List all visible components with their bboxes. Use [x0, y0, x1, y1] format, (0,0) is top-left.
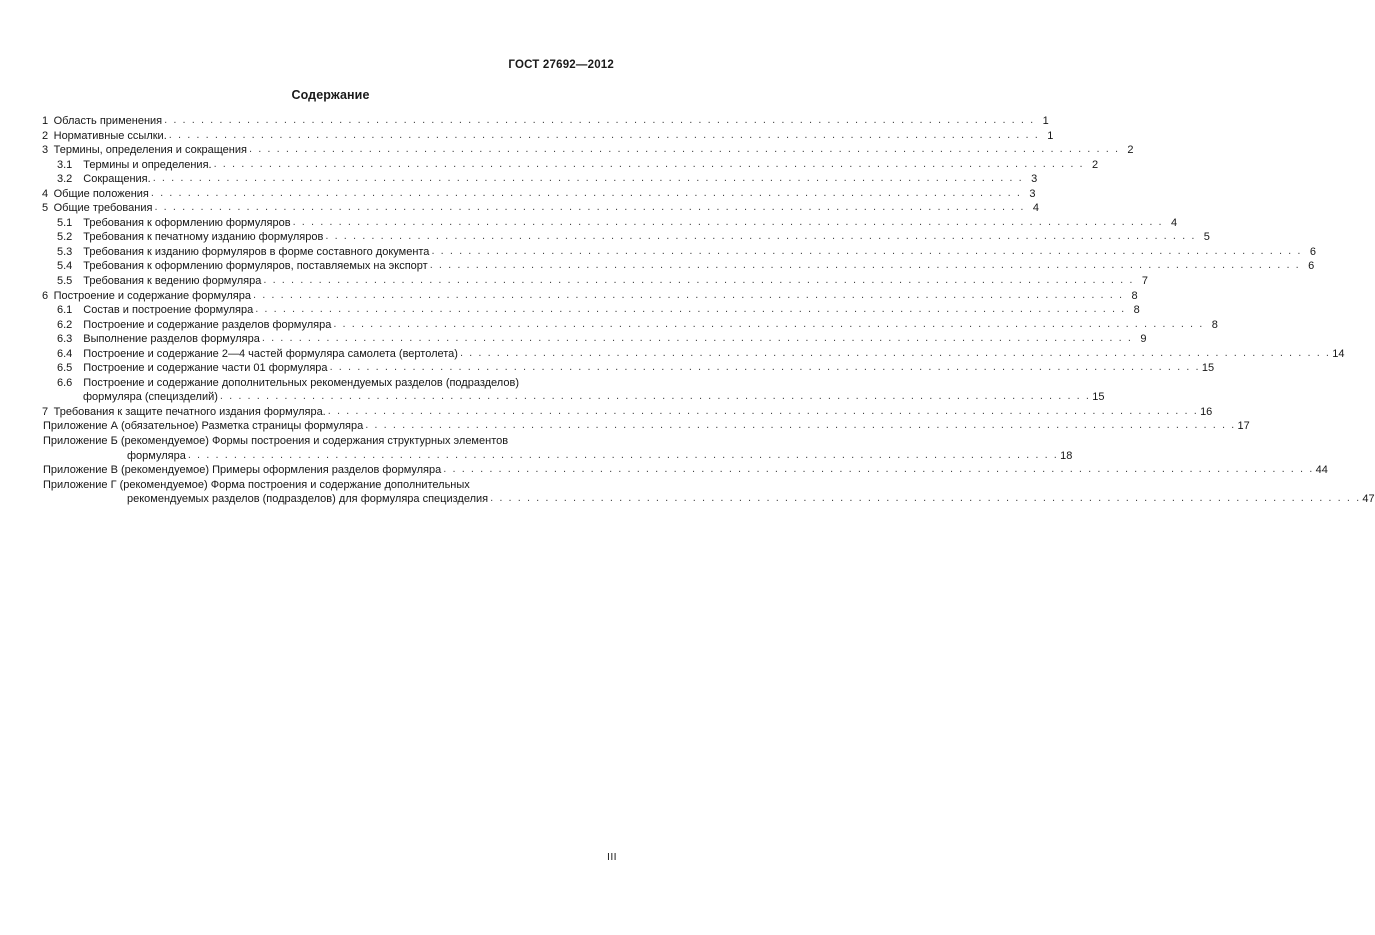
toc-entry-title: Требования к изданию формуляров в форме составного документа [83, 245, 430, 258]
toc-entry-title: Требования к защите печатного издания формуляра. [53, 405, 326, 418]
toc-entry-number: 6.4 [57, 347, 84, 360]
toc-page-number: 17 [1237, 420, 1250, 433]
toc-entry-number: 2 [42, 129, 54, 142]
toc-entry[interactable] [42, 405, 1213, 420]
toc-entry[interactable] [57, 303, 1140, 318]
toc-entry-title-continuation: формуляра [127, 449, 186, 462]
toc-page-number: 2 [1127, 144, 1134, 157]
toc-dot-leader [153, 171, 1024, 186]
toc-dot-leader [325, 229, 1196, 244]
toc-dot-leader [164, 113, 1035, 128]
toc-entry[interactable] [57, 332, 1147, 347]
toc-page-number: 44 [1315, 464, 1328, 477]
toc-entry-title: Термины и определения. [83, 158, 212, 171]
toc-page-number: 16 [1200, 405, 1213, 418]
toc-page-number: 8 [1133, 304, 1140, 317]
toc-entry-title: Требования к оформлению формуляров, поставляемых на экспорт [83, 260, 428, 273]
toc-entry-title: Нормативные ссылки. [53, 129, 167, 142]
toc-dot-leader [262, 331, 1133, 346]
toc-dot-leader [333, 317, 1204, 332]
toc-page-number: 1 [1047, 129, 1054, 142]
toc-entry-title: Состав и построение формуляра [83, 304, 254, 317]
toc-dot-leader [249, 142, 1120, 157]
toc-entry-title: Приложение А (обязательное) Разметка страницы формуляра [43, 420, 364, 433]
toc-dot-leader [430, 258, 1301, 273]
toc-entry[interactable] [57, 376, 1105, 405]
toc-page-number: 15 [1092, 391, 1105, 404]
toc-entry-number: 5.5 [57, 275, 84, 288]
toc-entry-title: Построение и содержание дополнительных рекомендуемых разделов (подразделов) [83, 376, 519, 389]
toc-page-number: 4 [1032, 202, 1039, 215]
toc-entry[interactable] [57, 361, 1215, 376]
toc-entry-title: Приложение Б (рекомендуемое) Формы построения и содержания структурных элементов [43, 435, 509, 448]
toc-dot-leader [263, 273, 1134, 288]
toc-entry[interactable] [43, 463, 1328, 478]
toc-dot-leader [154, 200, 1025, 215]
toc-entry[interactable] [57, 158, 1099, 173]
running-head-standard-ref: ГОСТ 27692—2012 [508, 59, 614, 71]
toc-entry-title: Построение и содержание формуляра [53, 289, 251, 302]
toc-dot-leader [214, 157, 1085, 172]
toc-entry-number: 1 [42, 115, 54, 127]
toc-dot-leader [253, 288, 1124, 303]
toc-entry[interactable] [57, 274, 1148, 289]
toc-page-number: 14 [1332, 347, 1345, 360]
toc-page-number: 5 [1203, 231, 1210, 244]
table-of-contents [42, 114, 1375, 507]
toc-entry-title: Общие положения [53, 187, 149, 200]
toc-page-number: 4 [1171, 216, 1178, 229]
toc-entry-title-continuation: формуляра (специзделий) [83, 391, 218, 404]
toc-entry-number: 6.6 [57, 376, 84, 389]
toc-entry-title: Требования к оформлению формуляров [83, 216, 291, 229]
toc-entry-number: 3.2 [57, 173, 84, 186]
toc-page-number: 18 [1060, 449, 1073, 462]
toc-entry-title: Выполнение разделов формуляра [83, 333, 260, 346]
toc-entry[interactable] [42, 201, 1039, 216]
toc-entry-title: Сокращения. [83, 173, 151, 186]
toc-entry[interactable] [42, 129, 1054, 144]
toc-dot-leader [330, 360, 1201, 375]
toc-entry-number: 7 [42, 405, 54, 418]
toc-entry[interactable] [42, 187, 1036, 202]
toc-entry[interactable] [42, 114, 1049, 129]
toc-entry[interactable] [42, 289, 1138, 304]
toc-entry-number: 4 [42, 187, 54, 200]
toc-entry[interactable] [57, 230, 1210, 245]
toc-entry[interactable] [43, 419, 1250, 434]
toc-dot-leader [328, 404, 1199, 419]
toc-entry-number: 3 [42, 144, 54, 157]
toc-entry-number: 3.1 [57, 158, 84, 171]
toc-entry-title: Приложение В (рекомендуемое) Примеры оформления разделов формуляра [43, 464, 442, 477]
toc-entry-title: Требования к ведению формуляра [83, 275, 262, 288]
toc-entry-title: Требования к печатному изданию формуляров [83, 231, 324, 244]
toc-entry[interactable] [43, 478, 1375, 507]
toc-entry-number: 5.1 [57, 216, 84, 229]
toc-page-number: 7 [1141, 275, 1148, 288]
toc-entry[interactable] [57, 216, 1178, 231]
toc-entry-title: Построение и содержание части 01 формуляра [83, 362, 328, 375]
toc-page-number: 6 [1309, 245, 1316, 258]
toc-entry-number: 5.2 [57, 231, 84, 244]
page-title: Содержание [291, 88, 370, 102]
toc-dot-leader [460, 346, 1331, 361]
toc-page-number: 2 [1092, 158, 1099, 171]
toc-dot-leader [255, 302, 1126, 317]
toc-dot-leader [365, 418, 1236, 433]
toc-dot-leader [169, 128, 1040, 143]
toc-page-number: 8 [1211, 318, 1218, 331]
toc-dot-leader [151, 186, 1022, 201]
toc-entry-title: Построение и содержание 2—4 частей формуляра самолета (вертолета) [83, 347, 458, 360]
toc-dot-leader [443, 462, 1314, 477]
toc-entry-number: 6.5 [57, 362, 84, 375]
toc-entry-number: 6.2 [57, 318, 84, 331]
toc-page-number: 1 [1042, 115, 1049, 127]
toc-dot-leader [220, 389, 1091, 404]
toc-entry-number: 6.3 [57, 333, 84, 346]
toc-page-number: 47 [1362, 493, 1375, 506]
toc-dot-leader [431, 244, 1302, 259]
toc-dot-leader [293, 215, 1164, 230]
toc-page-number: 9 [1140, 333, 1147, 346]
toc-entry-title: Общие требования [53, 202, 153, 215]
toc-entry[interactable] [57, 245, 1316, 260]
toc-entry-number: 6 [42, 289, 54, 302]
toc-entry-title: Построение и содержание разделов формуляра [83, 318, 332, 331]
toc-page-number: 3 [1029, 187, 1036, 200]
toc-entry-number: 5.3 [57, 245, 84, 258]
toc-entry-number: 6.1 [57, 304, 84, 317]
toc-page-number: 8 [1131, 289, 1138, 302]
toc-entry-number: 5 [42, 202, 54, 215]
toc-entry-title: Термины, определения и сокращения [53, 144, 247, 157]
toc-page-number: 6 [1308, 260, 1315, 273]
toc-page-number: 3 [1031, 173, 1038, 186]
toc-dot-leader [188, 448, 1059, 463]
toc-entry[interactable] [43, 434, 1073, 463]
toc-entry-title-continuation: рекомендуемых разделов (подразделов) для формуляра специзделия [127, 493, 489, 506]
toc-entry[interactable] [42, 143, 1134, 158]
toc-entry[interactable] [57, 172, 1038, 187]
toc-entry[interactable] [57, 318, 1218, 333]
toc-entry-number: 5.4 [57, 260, 84, 273]
toc-entry-title: Приложение Г (рекомендуемое) Форма построения и содержание дополнительных [43, 478, 470, 491]
toc-page-number: 15 [1201, 362, 1215, 375]
toc-entry[interactable] [57, 259, 1315, 274]
toc-entry-title: Область применения [53, 115, 163, 127]
page-folio: III [607, 851, 617, 863]
toc-dot-leader [490, 491, 1361, 506]
toc-entry[interactable] [57, 347, 1345, 362]
